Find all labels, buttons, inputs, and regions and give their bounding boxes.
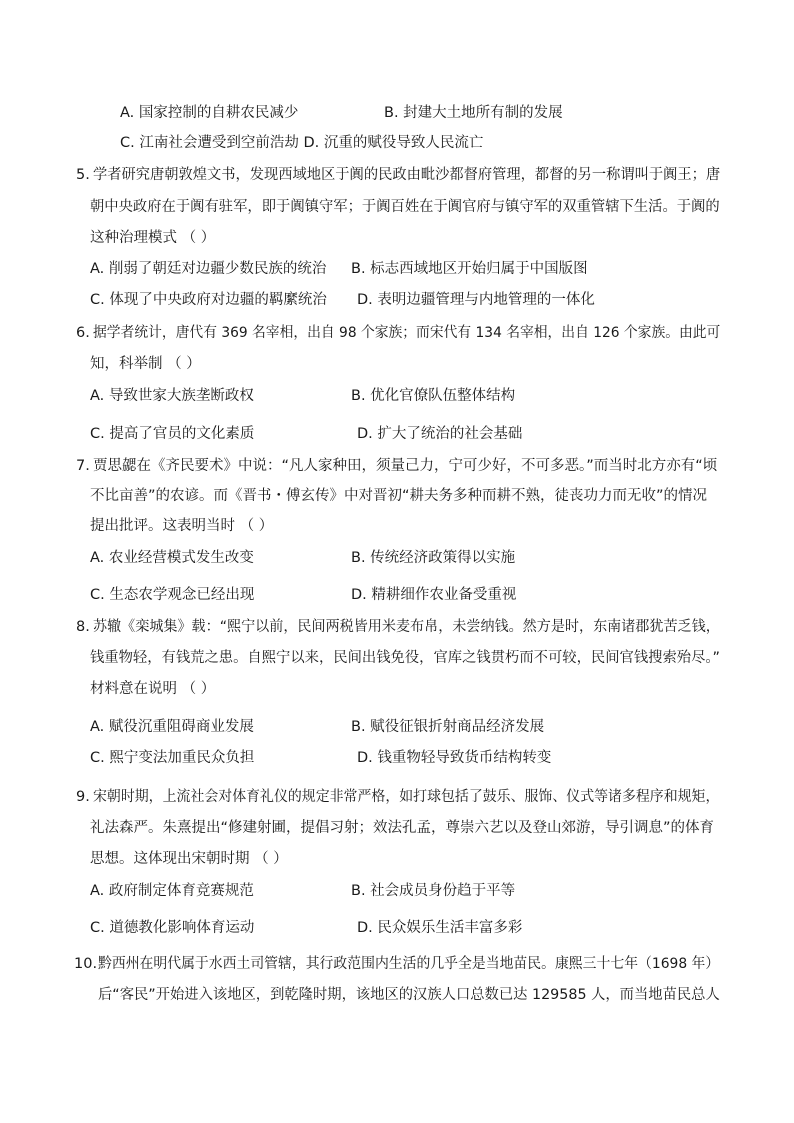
question-9-option-b: B. 社会成员身份趋于平等 bbox=[351, 883, 516, 899]
question-9-option-a: A. 政府制定体育竞赛规范 bbox=[90, 883, 254, 899]
question-8-line-1: 苏辙《栾城集》载：“熙宁以前，民间两税皆用米麦布帛，未尝纳钱。然方是时，东南诸郡犹苦乏钱， bbox=[93, 619, 720, 635]
question-8-option-d: D. 钱重物轻导致货币结构转变 bbox=[357, 750, 552, 766]
question-5-line-2: 朝中央政府在于阗有驻军，即于阗镇守军；于阗百姓在于阗官府与镇守军的双重管辖下生活。于阗的 bbox=[90, 199, 720, 215]
question-6-line-2: 知，科举制 （ ） bbox=[90, 356, 201, 372]
question-9-number: 9. bbox=[76, 789, 90, 805]
question-9-line-1: 宋朝时期，上流社会对体育礼仪的规定非常严格，如打球包括了鼓乐、服饰、仪式等诸多程序和规矩， bbox=[93, 789, 720, 805]
question-5-number: 5. bbox=[76, 167, 90, 183]
question-7-number: 7. bbox=[76, 458, 90, 474]
question-9-line-3: 思想。这体现出宋朝时期 （ ） bbox=[90, 851, 288, 867]
question-7-option-b: B. 传统经济政策得以实施 bbox=[351, 550, 516, 566]
question-6-number: 6. bbox=[76, 325, 90, 341]
question-8-line-3: 材料意在说明 （ ） bbox=[90, 681, 216, 697]
question-7-option-a: A. 农业经营模式发生改变 bbox=[90, 550, 254, 566]
question-6-option-c: C. 提高了官员的文化素质 bbox=[90, 426, 255, 442]
question-9-option-d: D. 民众娱乐生活丰富多彩 bbox=[357, 920, 523, 936]
question-5-option-b: B. 标志西域地区开始归属于中国版图 bbox=[351, 261, 588, 277]
question-10-line-1: 黔西州在明代属于水西土司管辖，其行政范围内生活的几乎全是当地苗民。康熙三十七年（1698 年） bbox=[98, 956, 720, 972]
question-5-line-3: 这种治理模式 （ ） bbox=[90, 230, 216, 246]
question-8-option-b: B. 赋役征银折射商品经济发展 bbox=[351, 719, 545, 735]
question-5-option-d: D. 表明边疆管理与内地管理的一体化 bbox=[357, 292, 595, 308]
question-5-option-a: A. 削弱了朝廷对边疆少数民族的统治 bbox=[90, 261, 327, 277]
question-10-number: 10. bbox=[74, 956, 98, 972]
question-9-option-c: C. 道德教化影响体育运动 bbox=[90, 920, 255, 936]
question-9-line-2: 礼法森严。朱熹提出“修建射圃，提倡习射；效法孔孟，尊崇六艺以及登山郊游，导引调息”的体育 bbox=[90, 820, 715, 836]
question-8-option-a: A. 赋役沉重阻碍商业发展 bbox=[90, 719, 254, 735]
question-6-option-d: D. 扩大了统治的社会基础 bbox=[357, 426, 523, 442]
prev-option-b: B. 封建大土地所有制的发展 bbox=[384, 105, 563, 121]
question-8-option-c: C. 熙宁变法加重民众负担 bbox=[90, 750, 255, 766]
question-7-line-2: 不比亩善”的农谚。而《晋书・傅玄传》中对晋初“耕夫务多种而耕不熟，徒丧功力而无收”的情况 bbox=[90, 488, 708, 504]
question-5-option-c: C. 体现了中央政府对边疆的羁縻统治 bbox=[90, 292, 327, 308]
prev-option-a: A. 国家控制的自耕农民减少 bbox=[120, 105, 299, 121]
question-7-option-d: D. 精耕细作农业备受重视 bbox=[351, 587, 517, 603]
question-7-line-3: 提出批评。这表明当时 （ ） bbox=[90, 518, 274, 534]
question-5-line-1: 学者研究唐朝敦煌文书，发现西域地区于阗的民政由毗沙都督府管理，都督的另一称谓叫于阗王；唐 bbox=[93, 167, 721, 183]
question-7-line-1: 贾思勰在《齐民要术》中说：“凡人家种田，须量己力，宁可少好，不可多恶。”而当时北方亦有“顷 bbox=[93, 458, 718, 474]
prev-option-cd: C. 江南社会遭受到空前浩劫 D. 沉重的赋役导致人民流亡 bbox=[120, 135, 484, 151]
question-6-option-a: A. 导致世家大族垄断政权 bbox=[90, 388, 254, 404]
question-8-line-2: 钱重物轻，有钱荒之患。自熙宁以来，民间出钱免役，官库之钱贯朽而不可较，民间官钱搜索殆尽。” bbox=[90, 650, 720, 666]
question-6-line-1: 据学者统计，唐代有 369 名宰相，出自 98 个家族；而宋代有 134 名宰相，出自 126 个家族。由此可 bbox=[93, 325, 721, 341]
question-6-option-b: B. 优化官僚队伍整体结构 bbox=[351, 388, 516, 404]
question-8-number: 8. bbox=[76, 619, 90, 635]
question-7-option-c: C. 生态农学观念已经出现 bbox=[90, 587, 255, 603]
question-10-line-2: 后“客民”开始进入该地区，到乾隆时期，该地区的汉族人口总数已达 129585 人，而当地苗民总人 bbox=[98, 987, 720, 1003]
